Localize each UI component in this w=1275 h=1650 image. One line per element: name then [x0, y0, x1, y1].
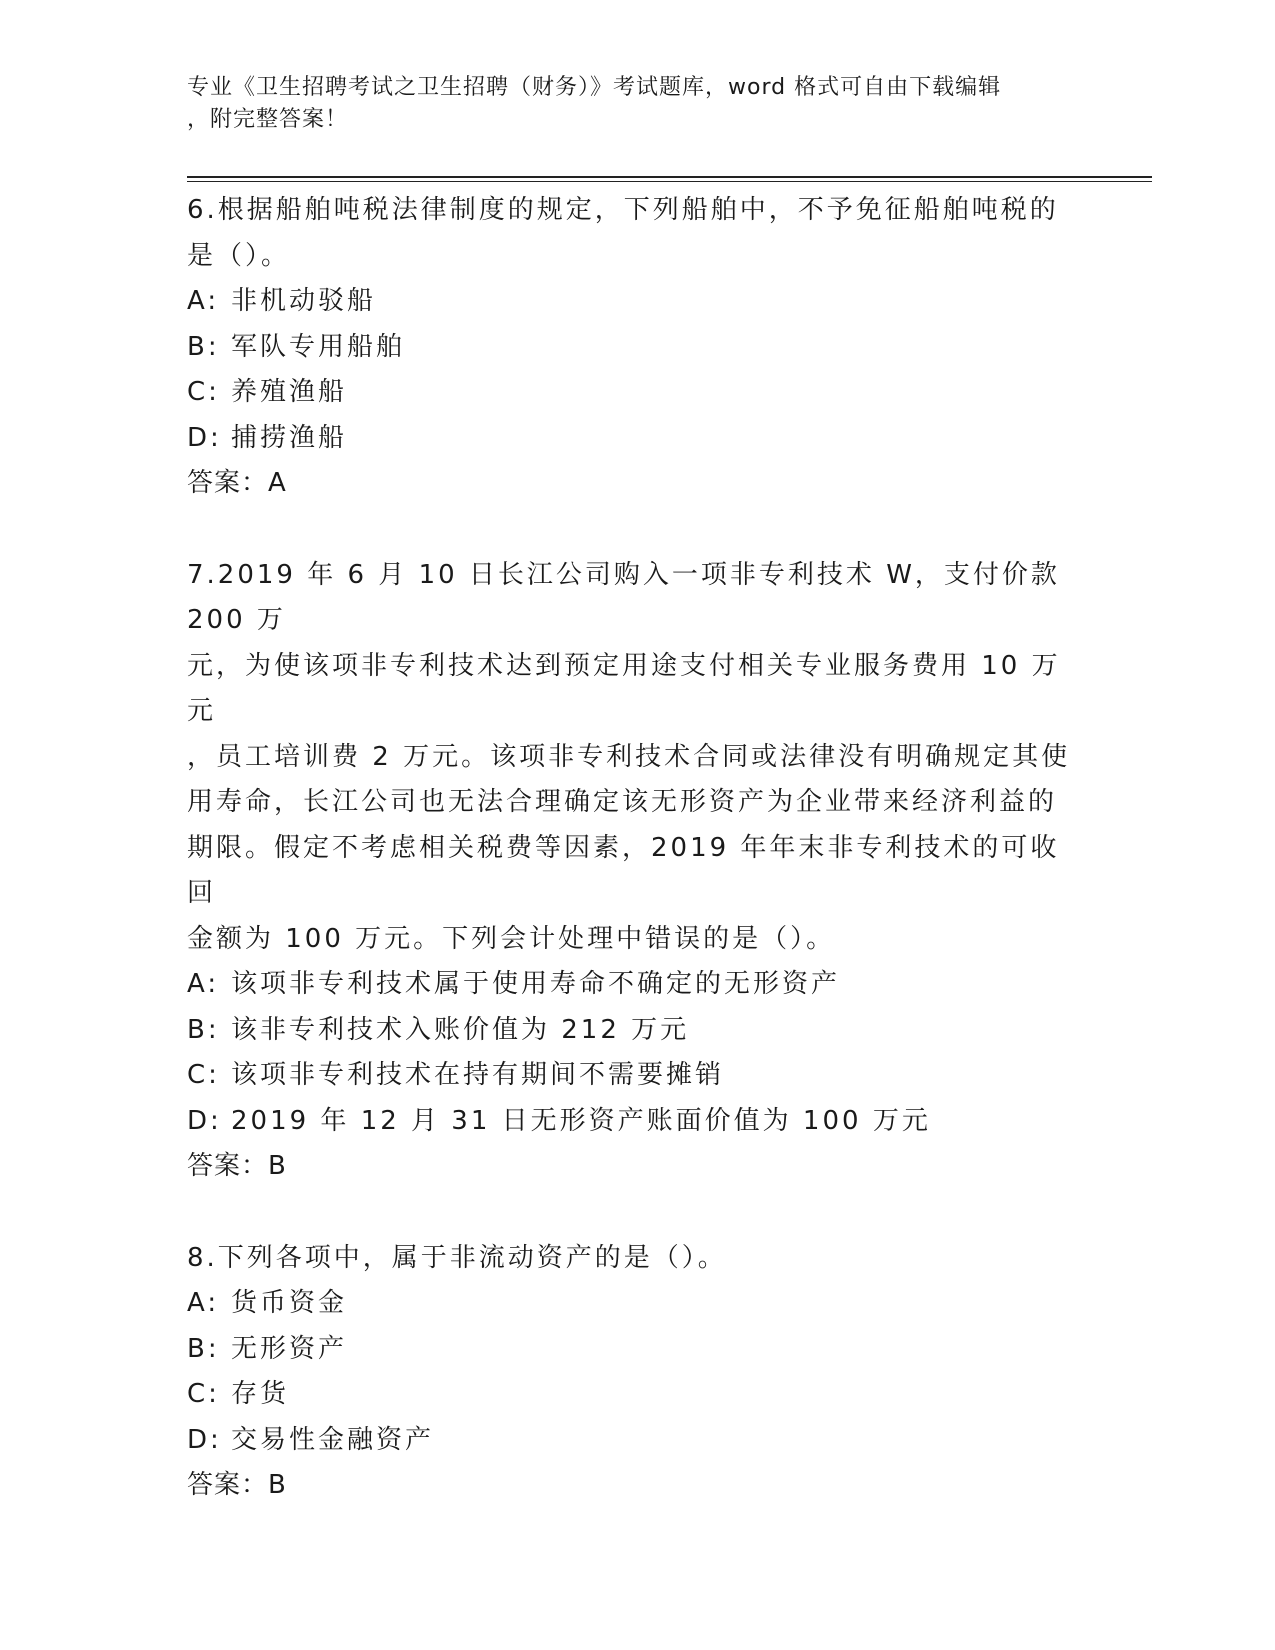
- option-a: [187, 1281, 1077, 1327]
- option-b: [187, 325, 1077, 371]
- header-divider: [187, 176, 1152, 182]
- option-letter: D:: [187, 422, 222, 453]
- answer-line: [187, 1463, 1077, 1509]
- answer-line: [187, 461, 1077, 507]
- question-text-line: 8.下列各项中，属于非流动资产的是（）。: [187, 1242, 727, 1273]
- option-text: 该项非专利技术属于使用寿命不确定的无形资产: [231, 969, 841, 999]
- option-letter: B:: [187, 1014, 220, 1045]
- header-line-2: ，附完整答案！: [187, 107, 349, 132]
- option-text: 货币资金: [231, 1288, 348, 1318]
- question-text-line: 期限。假定不考虑相关税费等因素，2019 年年末非专利技术的可收回: [187, 832, 1060, 908]
- option-text: 存货: [231, 1379, 290, 1409]
- option-letter: B:: [187, 331, 220, 362]
- option-text: 非机动驳船: [231, 286, 377, 316]
- option-text: 该项非专利技术在持有期间不需要摊销: [231, 1060, 725, 1090]
- option-b: [187, 1327, 1077, 1373]
- option-letter: C:: [187, 1379, 220, 1409]
- answer-label: 答案：: [187, 1151, 269, 1181]
- option-text: 交易性金融资产: [231, 1424, 435, 1455]
- answer-value: B: [268, 1470, 287, 1500]
- question-7-text: [187, 553, 1077, 963]
- option-text: 捕捞渔船: [231, 422, 348, 453]
- answer-label: 答案：: [187, 1470, 269, 1500]
- option-c: [187, 1372, 1077, 1418]
- option-a: [187, 279, 1077, 325]
- option-letter: D:: [187, 1105, 222, 1136]
- question-8-text: [187, 1236, 1077, 1282]
- question-7: [187, 553, 1077, 1190]
- option-letter: B:: [187, 1333, 220, 1364]
- document-header: [187, 72, 1067, 136]
- option-c: [187, 370, 1077, 416]
- question-8: [187, 1236, 1077, 1509]
- option-d: [187, 1099, 1077, 1145]
- answer-value: B: [268, 1151, 287, 1181]
- question-text-line: 用寿命，长江公司也无法合理确定该无形资产为企业带来经济利益的: [187, 787, 1058, 817]
- option-text: 该非专利技术入账价值为 212 万元: [231, 1014, 690, 1045]
- option-letter: A:: [187, 969, 220, 999]
- header-line-1: 专业《卫生招聘考试之卫生招聘（财务）》考试题库，word 格式可自由下载编辑: [187, 75, 1002, 100]
- question-6-text: [187, 188, 1077, 279]
- question-text-line: 金额为 100 万元。下列会计处理中错误的是（）。: [187, 923, 836, 954]
- option-text: 2019 年 12 月 31 日无形资产账面价值为 100 万元: [231, 1105, 931, 1136]
- option-text: 养殖渔船: [231, 377, 348, 407]
- option-text: 无形资产: [231, 1333, 348, 1364]
- option-letter: C:: [187, 1060, 220, 1090]
- question-text-line: 是（）。: [187, 240, 291, 271]
- answer-label: 答案：: [187, 468, 269, 498]
- option-letter: C:: [187, 377, 220, 407]
- option-letter: A:: [187, 286, 220, 316]
- option-letter: A:: [187, 1288, 220, 1318]
- question-text-line: 6.根据船舶吨税法律制度的规定，下列船舶中，不予免征船舶吨税的: [187, 195, 1059, 225]
- answer-line: [187, 1144, 1077, 1190]
- answer-value: A: [268, 468, 287, 498]
- question-list: [187, 188, 1077, 1555]
- question-text-line: 7.2019 年 6 月 10 日长江公司购入一项非专利技术 W，支付价款 200 万: [187, 559, 1060, 635]
- option-d: [187, 416, 1077, 462]
- option-b: [187, 1008, 1077, 1054]
- question-6: [187, 188, 1077, 507]
- option-text: 军队专用船舶: [231, 331, 406, 362]
- option-letter: D:: [187, 1424, 222, 1455]
- option-c: [187, 1053, 1077, 1099]
- question-text-line: 元，为使该项非专利技术达到预定用途支付相关专业服务费用 10 万元: [187, 650, 1061, 726]
- option-a: [187, 962, 1077, 1008]
- question-text-line: ，员工培训费 2 万元。该项非专利技术合同或法律没有明确规定其使: [187, 741, 1071, 772]
- option-d: [187, 1418, 1077, 1464]
